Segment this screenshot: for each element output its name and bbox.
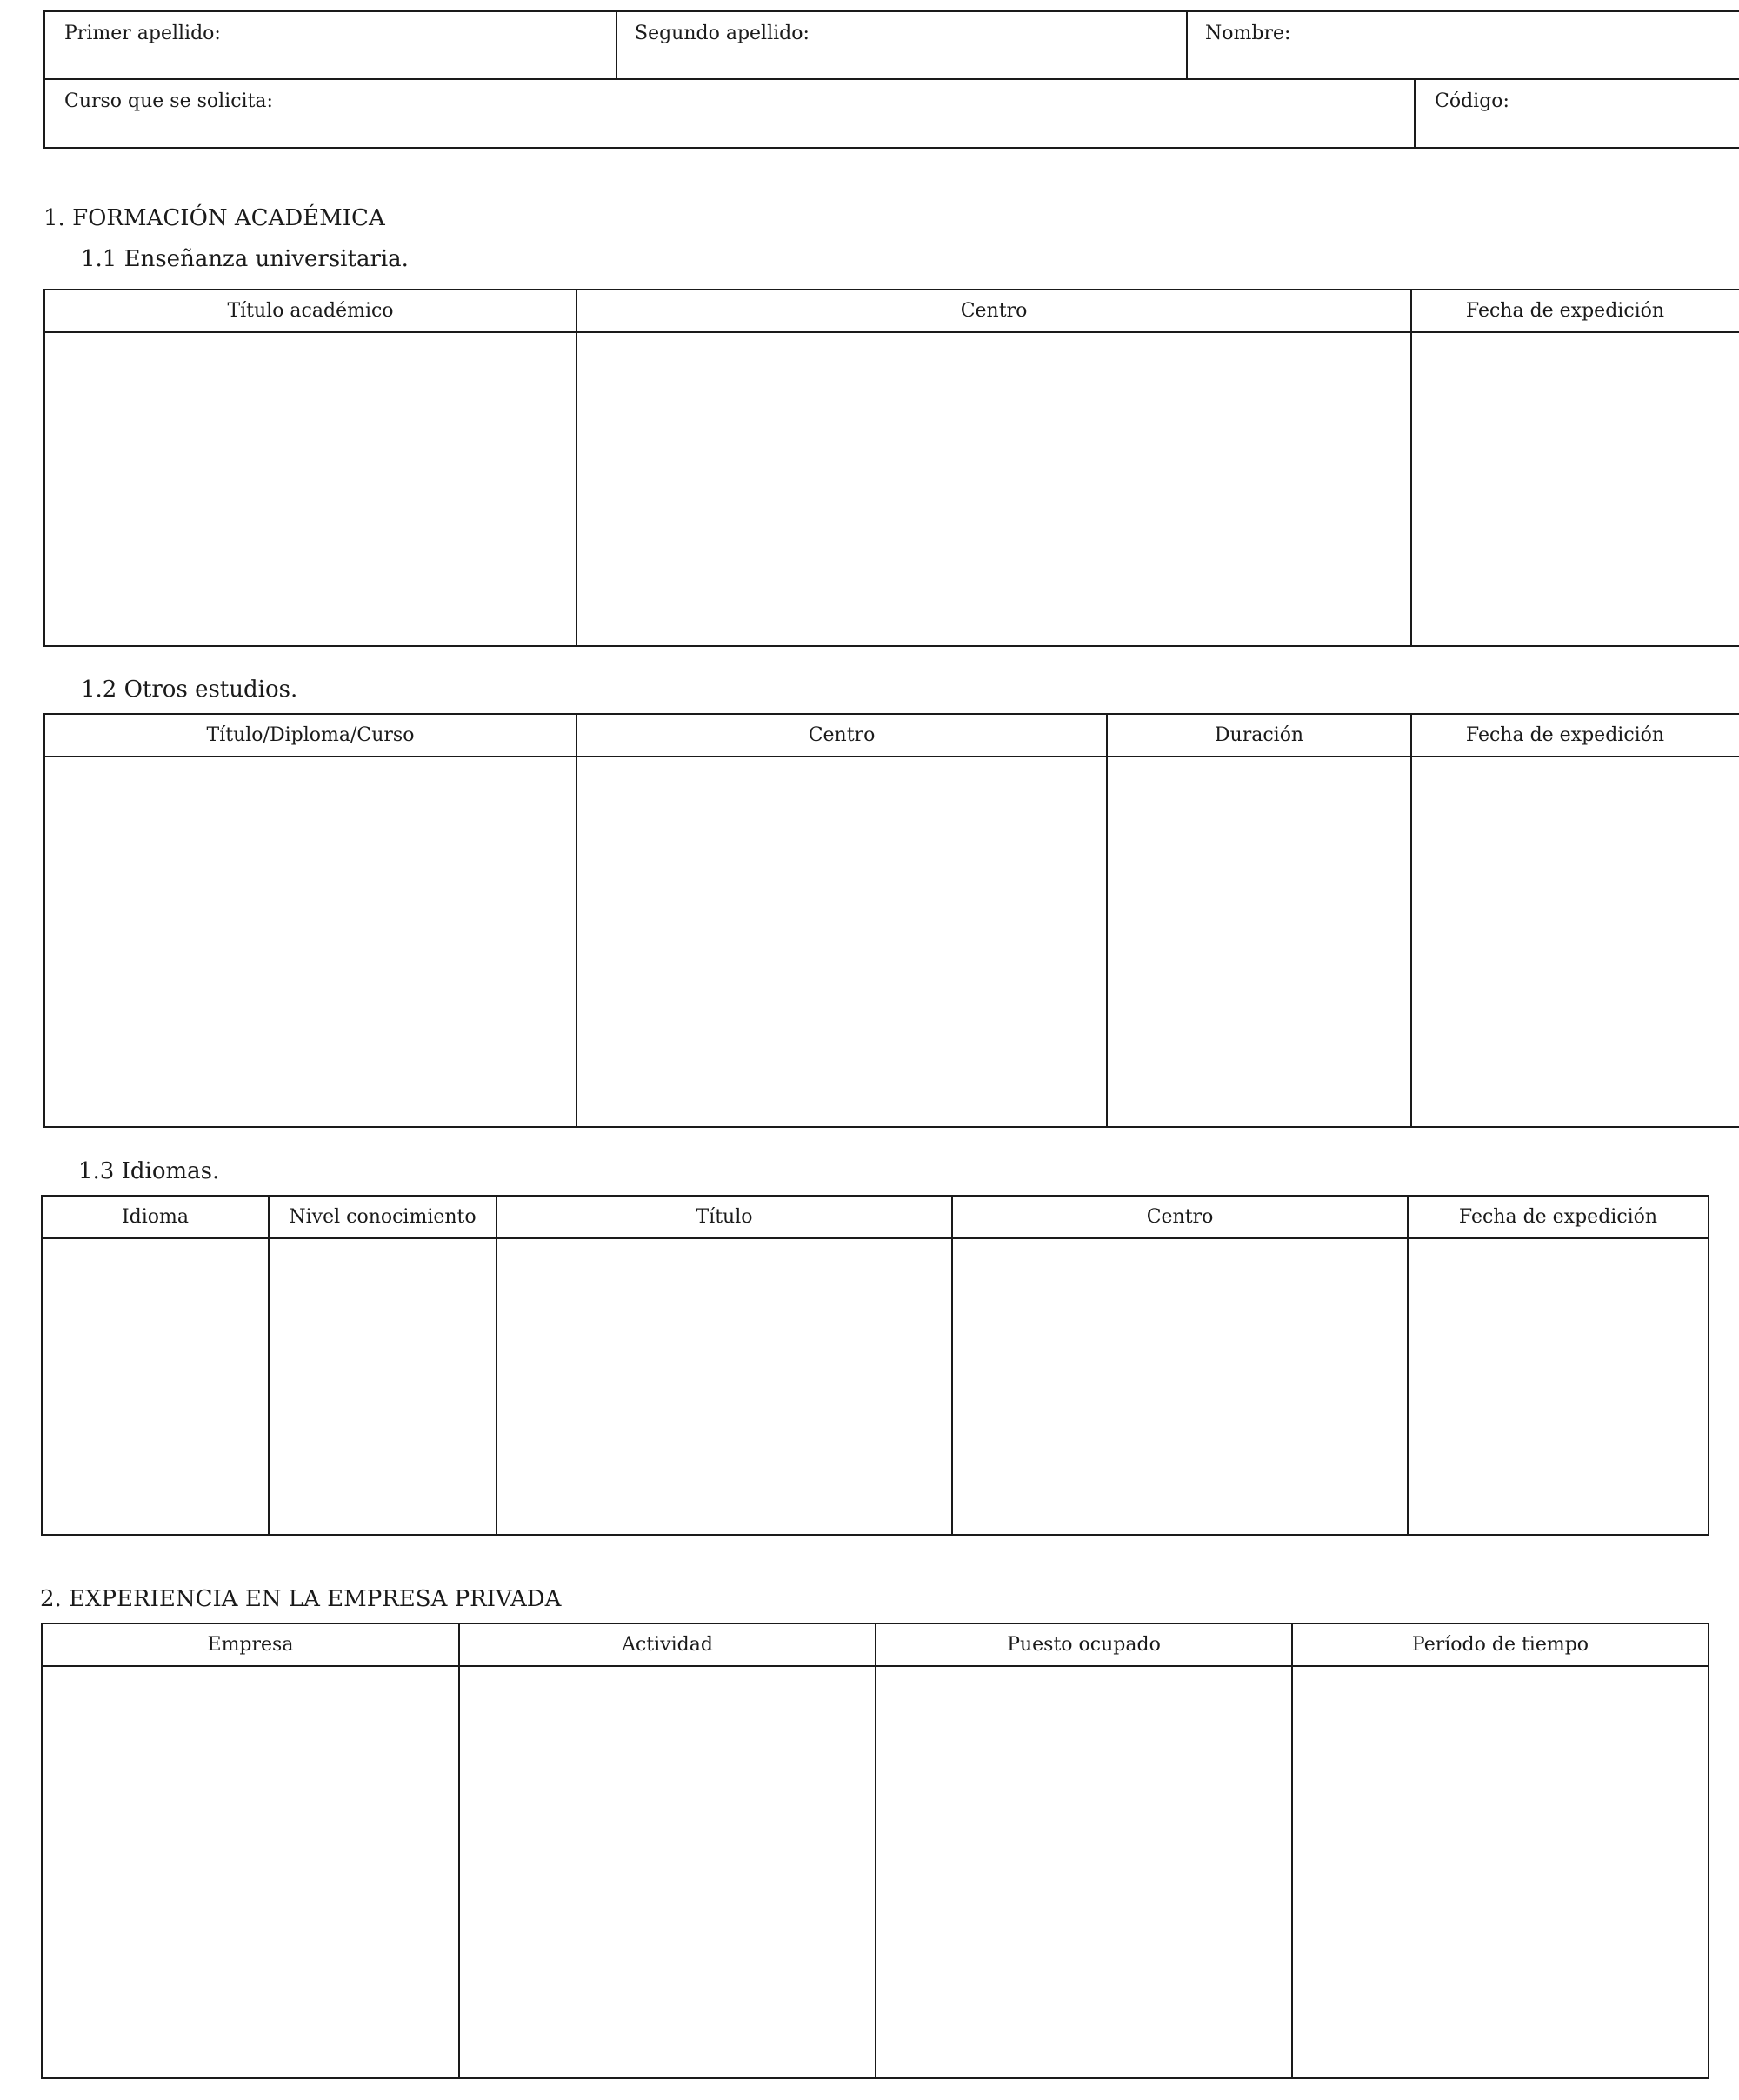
universitaria-col-centro: Centro xyxy=(960,300,1028,322)
idiomas-nivel-cell[interactable] xyxy=(270,1239,496,1534)
idiomas-col-centro: Centro xyxy=(1146,1206,1214,1228)
experiencia-empresa-cell[interactable] xyxy=(43,1667,458,2077)
experiencia-puesto-cell[interactable] xyxy=(876,1667,1291,2077)
universitaria-titulo-cell[interactable] xyxy=(45,333,576,645)
idiomas-col-nivel: Nivel conocimiento xyxy=(289,1206,476,1228)
otros-col-duracion: Duración xyxy=(1214,724,1304,746)
universitaria-fecha-cell[interactable] xyxy=(1412,333,1739,645)
primer-apellido-label: Primer apellido: xyxy=(64,23,221,44)
idiomas-titulo-cell[interactable] xyxy=(497,1239,951,1534)
segundo-apellido-field[interactable] xyxy=(617,12,1186,78)
section-1-3-title: 1.3 Idiomas. xyxy=(78,1158,220,1184)
section-2-title: 2. EXPERIENCIA EN LA EMPRESA PRIVADA xyxy=(40,1586,562,1612)
universitaria-table xyxy=(43,289,1739,647)
universitaria-col-titulo: Título académico xyxy=(227,300,394,322)
otros-centro-cell[interactable] xyxy=(577,757,1106,1126)
idiomas-centro-cell[interactable] xyxy=(953,1239,1407,1534)
otros-col-titulo: Título/Diploma/Curso xyxy=(206,724,415,746)
otros-estudios-table xyxy=(43,713,1739,1128)
primer-apellido-field[interactable] xyxy=(45,12,616,78)
idiomas-idioma-cell[interactable] xyxy=(43,1239,268,1534)
idiomas-table xyxy=(41,1195,1709,1536)
personal-data-box xyxy=(43,10,1739,149)
idiomas-fecha-cell[interactable] xyxy=(1409,1239,1708,1534)
experiencia-col-puesto: Puesto ocupado xyxy=(1007,1634,1161,1656)
codigo-label: Código: xyxy=(1435,90,1509,112)
nombre-field[interactable] xyxy=(1188,12,1739,78)
otros-col-centro: Centro xyxy=(808,724,876,746)
otros-fecha-cell[interactable] xyxy=(1412,757,1739,1126)
codigo-field[interactable] xyxy=(1416,80,1739,147)
curso-label: Curso que se solicita: xyxy=(64,90,273,112)
curso-field[interactable] xyxy=(45,80,1414,147)
otros-duracion-cell[interactable] xyxy=(1108,757,1410,1126)
idiomas-col-fecha: Fecha de expedición xyxy=(1458,1206,1658,1228)
otros-titulo-cell[interactable] xyxy=(45,757,576,1126)
experiencia-table xyxy=(41,1623,1709,2079)
experiencia-col-empresa: Empresa xyxy=(207,1634,294,1656)
universitaria-centro-cell[interactable] xyxy=(577,333,1410,645)
idiomas-col-idioma: Idioma xyxy=(121,1206,190,1228)
section-1-title: 1. FORMACIÓN ACADÉMICA xyxy=(43,205,385,231)
section-1-1-title: 1.1 Enseñanza universitaria. xyxy=(81,246,409,272)
segundo-apellido-label: Segundo apellido: xyxy=(635,23,810,44)
experiencia-actividad-cell[interactable] xyxy=(460,1667,875,2077)
section-1-2-title: 1.2 Otros estudios. xyxy=(81,677,298,703)
experiencia-periodo-cell[interactable] xyxy=(1293,1667,1708,2077)
idiomas-col-titulo: Título xyxy=(696,1206,753,1228)
experiencia-col-periodo: Período de tiempo xyxy=(1411,1634,1589,1656)
universitaria-col-fecha: Fecha de expedición xyxy=(1465,300,1665,322)
experiencia-col-actividad: Actividad xyxy=(622,1634,713,1656)
nombre-label: Nombre: xyxy=(1205,23,1291,44)
otros-col-fecha: Fecha de expedición xyxy=(1465,724,1665,746)
